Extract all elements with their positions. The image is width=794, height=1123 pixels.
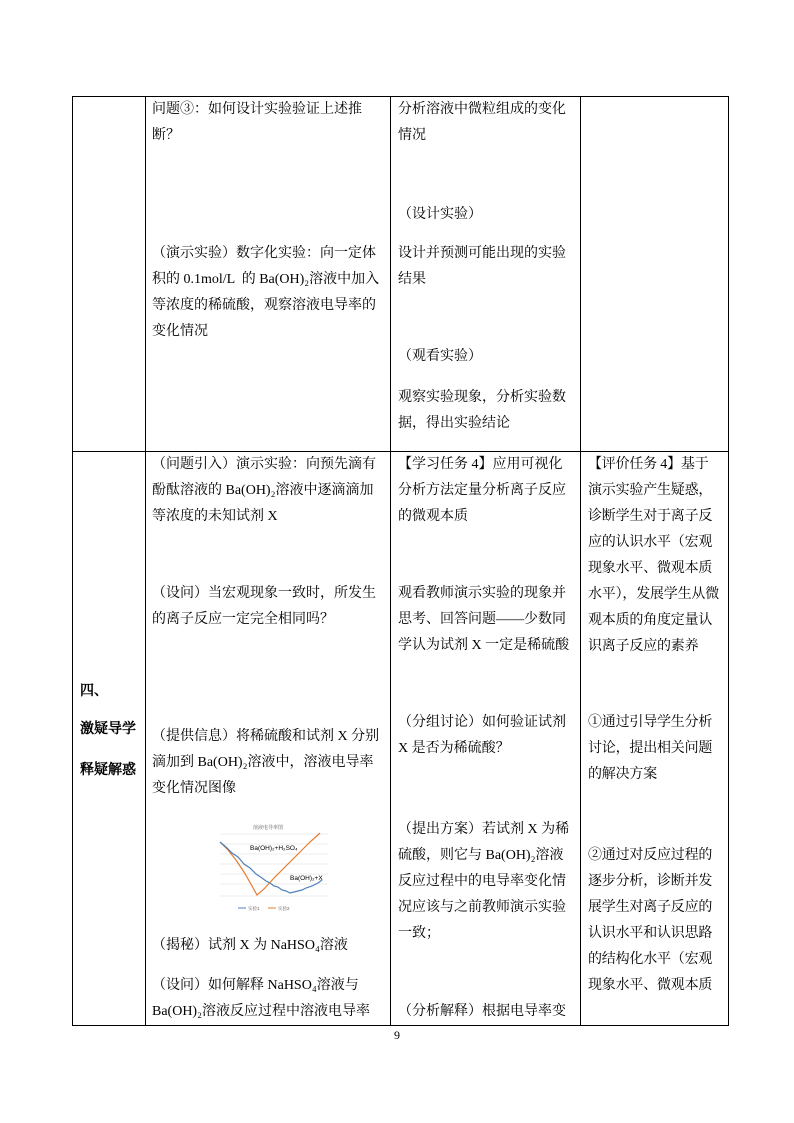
text-line: （设问）当宏观现象一致时，所发生 (152, 586, 376, 601)
text-line: 水平），发展学生从微 (588, 587, 719, 602)
text-line: 现象水平、微观本质 (588, 561, 713, 576)
text-line: 演示实验产生疑惑， (588, 483, 713, 498)
table-right-border (728, 96, 729, 1026)
text-line: （观看实验） (398, 349, 482, 364)
text-line: 学认为试剂 X 一定是稀硫酸 (398, 638, 570, 653)
text-line: 讨论，提出相关问题 (588, 741, 713, 756)
table-bottom-border (72, 1025, 729, 1026)
text-line: ①通过引导学生分析 (588, 715, 713, 730)
text-line: 的离子反应一定完全相同吗？ (152, 612, 334, 627)
stage-title-line-1: 激疑导学 (80, 722, 136, 737)
text-line: 【评价任务 4】基于 (588, 457, 709, 472)
text-line: 变化情况图像 (152, 781, 236, 796)
table-column-divider-1 (145, 96, 146, 1026)
observe-analyze-text (398, 385, 566, 437)
chart-title: 溶液电导率图 (252, 825, 284, 831)
text-line: （提出方案）若试剂 X 为稀 (398, 822, 570, 837)
table-column-divider-3 (580, 96, 581, 1026)
text-line: 硫酸，则它与 Ba(OH)₂溶液 (398, 848, 564, 863)
text-line: （提供信息）将稀硫酸和试剂 X 分别 (152, 729, 380, 744)
text-line: 观看教师演示实验的现象并 (398, 586, 566, 601)
stage-title-line-2: 释疑解惑 (80, 763, 136, 778)
stage-number: 四、 (80, 684, 108, 699)
text-line: Ba(OH)₂溶液反应过程中溶液电导率 (152, 1004, 370, 1019)
evaluation-task-4 (588, 452, 719, 660)
text-line: 分析方法定量分析离子反应 (398, 483, 566, 498)
text-line: 情况 (398, 128, 426, 143)
problem-introduction (152, 452, 376, 530)
demo-experiment-description (152, 241, 379, 345)
text-line: 设计并预测可能出现的实验 (398, 246, 566, 261)
text-line: （分组讨论）如何验证试剂 (398, 715, 566, 730)
text-line: 【学习任务 4】应用可视化 (398, 457, 563, 472)
text-line: 结果 (398, 272, 426, 287)
series-label-x: Ba(OH)₂+X (290, 875, 323, 882)
text-line: ②通过对反应过程的 (588, 848, 713, 863)
text-line: 变化情况 (152, 324, 208, 339)
legend-label-1: 实验1 (248, 906, 260, 911)
analysis-explanation (398, 999, 566, 1025)
text-line: （设计实验） (398, 207, 482, 222)
series-label-h2so4: Ba(OH)₂+H₂SO₄ (250, 845, 298, 852)
text-line: 积的 0.1mol/L 的 Ba(OH)₂溶液中加入 (152, 272, 380, 287)
design-predict-text (398, 241, 566, 293)
question-3-prompt (152, 97, 362, 149)
analyze-particle-change (398, 97, 566, 149)
text-line: 况应该与之前教师演示实验 (398, 900, 566, 915)
evaluation-point-1 (588, 710, 712, 788)
text-line: 逐步分析，诊断并发 (588, 874, 713, 889)
design-experiment-heading (398, 202, 482, 228)
text-line: （分析解释）根据电导率变 (398, 1004, 566, 1019)
text-line: 一致； (398, 926, 440, 941)
legend-label-2: 实验2 (278, 906, 290, 911)
provided-information (152, 724, 379, 802)
watch-experiment-heading (398, 344, 482, 370)
text-line: 的解决方案 (588, 767, 657, 782)
evaluation-point-2 (588, 843, 712, 999)
reveal-text (152, 933, 348, 959)
text-line: （设问）如何解释 NaHSO₄溶液与 (152, 978, 359, 993)
page-number: 9 (394, 1028, 400, 1042)
text-line: 的微观本质 (398, 509, 468, 524)
proposed-plan (398, 817, 569, 947)
text-line: X 是否为稀硫酸？ (398, 741, 510, 756)
group-discussion (398, 710, 566, 762)
text-line: 等浓度的稀硫酸，观察溶液电导率的 (152, 298, 376, 313)
text-line: 等浓度的未知试剂 X (152, 509, 278, 524)
table-column-divider-2 (390, 96, 391, 1026)
text-line: 断？ (152, 128, 180, 143)
learning-task-4 (398, 452, 566, 530)
conductivity-chart (208, 820, 334, 915)
question-explain (152, 973, 370, 1025)
text-line: （揭秘）试剂 X 为 NaHSO₄溶液 (152, 938, 348, 953)
text-line: 认识水平和认识思路 (588, 926, 713, 941)
text-line: 分析溶液中微粒组成的变化 (398, 102, 566, 117)
text-line: 诊断学生对于离子反 (588, 509, 713, 524)
text-line: 现象水平、微观本质 (588, 978, 713, 993)
text-line: 的结构化水平（宏观 (588, 952, 713, 967)
text-line: （问题引入）演示实验：向预先滴有 (152, 457, 376, 472)
text-line: 滴加到 Ba(OH)₂溶液中，溶液电导率 (152, 755, 374, 770)
text-line: 观本质的角度定量认 (588, 613, 713, 628)
student-observation (398, 581, 569, 659)
text-line: 问题③：如何设计实验验证上述推 (152, 102, 362, 117)
text-line: 识离子反应的素养 (588, 639, 699, 654)
table-left-border (72, 96, 73, 1026)
text-line: 观察实验现象，分析实验数 (398, 390, 566, 405)
text-line: 反应过程中的电导率变化情 (398, 874, 566, 889)
text-line: 展学生对离子反应的 (588, 900, 713, 915)
text-line: 应的认识水平（宏观 (588, 535, 713, 550)
text-line: 思考、回答问题——少数同 (398, 612, 566, 627)
text-line: 酚酞溶液的 Ba(OH)₂溶液中逐滴滴加 (152, 483, 374, 498)
question-prompt (152, 581, 376, 633)
text-line: 据，得出实验结论 (398, 416, 510, 431)
text-line: （演示实验）数字化实验：向一定体 (152, 246, 376, 261)
